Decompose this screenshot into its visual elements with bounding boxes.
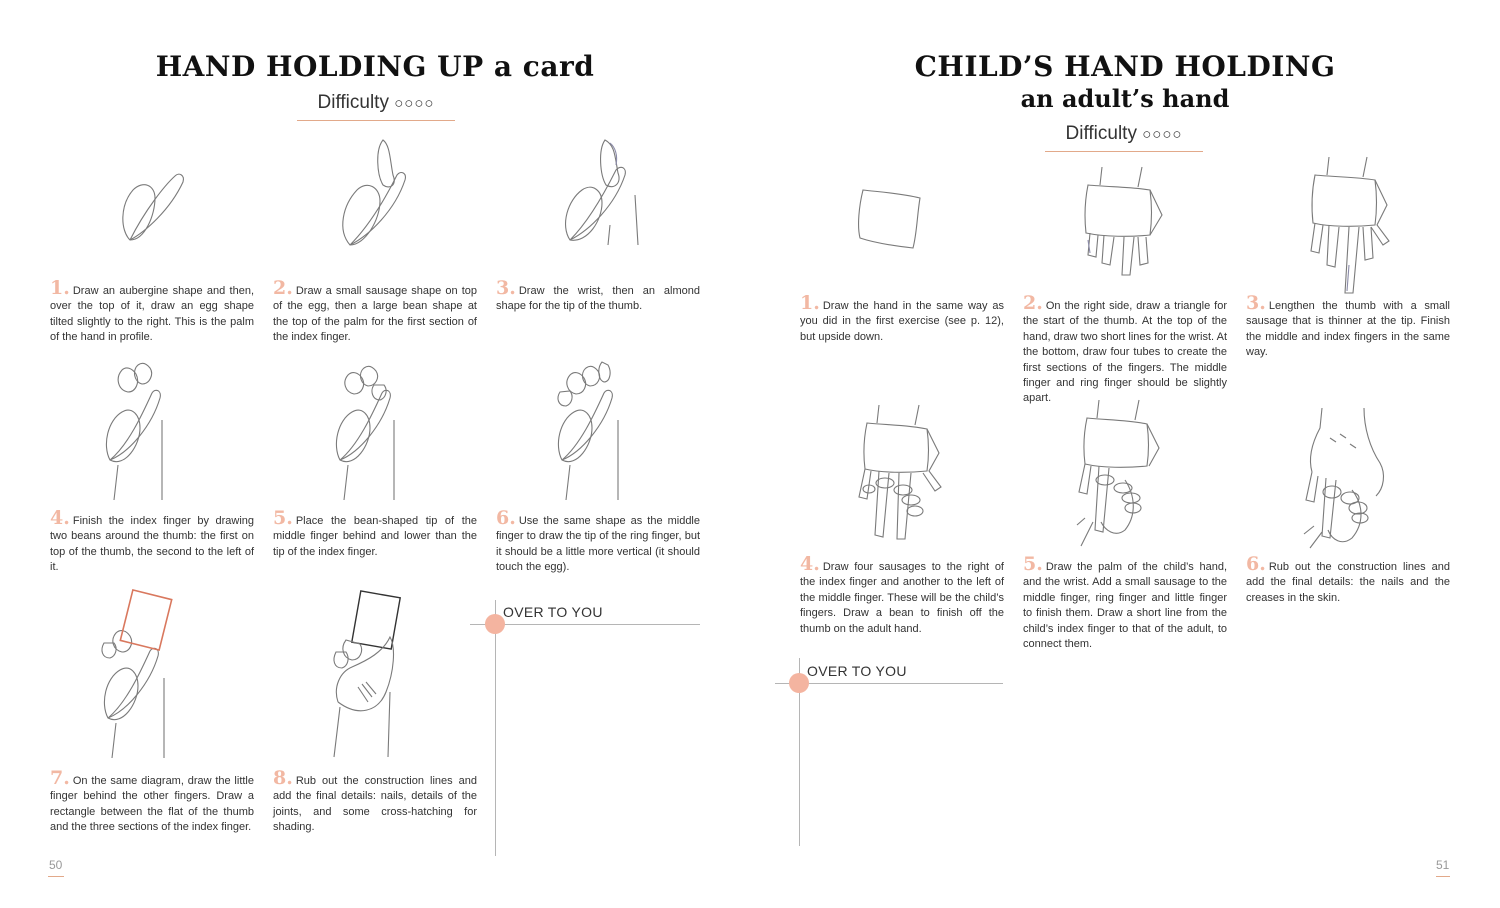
difficulty-rating: ○○○○ xyxy=(1142,126,1183,143)
left-over-to-you-vertical xyxy=(495,600,496,856)
left-step-7 xyxy=(50,767,254,836)
step-text: Draw the wrist, then an almond shape for the tip of the thumb. xyxy=(496,285,700,313)
right-page-number: 51 xyxy=(1436,858,1450,872)
right-over-to-you-dot xyxy=(789,673,809,693)
step-number: 2. xyxy=(273,277,293,299)
step-number: 7. xyxy=(50,767,70,789)
step-text: On the same diagram, draw the little finger behind the other fingers. Draw a rectangle between the flat of the thumb and the three sections of the index finger. xyxy=(50,775,254,834)
step-text: Place the bean-shaped tip of the middle finger behind and lower than the tip of the index finger. xyxy=(273,515,477,558)
step-text: Draw a small sausage shape on top of the egg, then a large bean shape at the top of the palm for the first section of the index finger. xyxy=(273,285,477,344)
left-over-to-you-dot xyxy=(485,614,505,634)
sketch-step-5 xyxy=(330,360,410,505)
sketch-child-step-1 xyxy=(855,188,925,253)
difficulty-label: Difficulty xyxy=(1065,123,1137,144)
sketch-child-step-4 xyxy=(855,405,950,545)
step-number: 3. xyxy=(1246,292,1266,314)
left-step-5 xyxy=(273,507,477,560)
right-over-to-you-rule xyxy=(775,683,1003,684)
left-step-4 xyxy=(50,507,254,576)
step-number: 6. xyxy=(496,507,516,529)
sketch-step-3 xyxy=(560,135,650,250)
left-page-number-rule xyxy=(48,876,64,877)
sketch-step-7 xyxy=(98,588,178,760)
step-number: 2. xyxy=(1023,292,1043,314)
sketch-step-6 xyxy=(552,360,632,505)
right-page-title-line1: CHILD’S HAND HOLDING xyxy=(914,50,1336,83)
step-text: Finish the index finger by drawing two beans around the thumb: the first on top of the thumb, the second to the left of it. xyxy=(50,515,254,574)
right-difficulty xyxy=(1045,123,1203,145)
left-difficulty xyxy=(297,92,455,114)
step-number: 1. xyxy=(800,292,820,314)
sketch-child-step-3 xyxy=(1305,155,1395,295)
right-step-2 xyxy=(1023,292,1227,407)
right-step-5 xyxy=(1023,553,1227,652)
step-number: 3. xyxy=(496,277,516,299)
sketch-step-1 xyxy=(115,170,195,250)
difficulty-label: Difficulty xyxy=(317,92,389,113)
step-text: Draw the hand in the same way as you did in the first exercise (see p. 12), but upside down. xyxy=(800,300,1004,343)
right-difficulty-rule xyxy=(1045,151,1203,152)
step-text: Draw an aubergine shape and then, over the top of it, draw an egg shape tilted slightly to the right. This is the palm of the hand in profile. xyxy=(50,285,254,344)
step-text: Draw four sausages to the right of the index finger and another to the left of the middle finger. These will be the child’s fingers. Draw a bean to finish off the thumb on the adult hand. xyxy=(800,561,1004,635)
step-text: On the right side, draw a triangle for the start of the thumb. At the top of the hand, draw two short lines for the wrist. At the bottom, draw four tubes to create the first sections of the fingers. The middle finger and ring finger should be slightly apart. xyxy=(1023,300,1227,405)
sketch-child-step-6 xyxy=(1300,408,1395,550)
left-step-6 xyxy=(496,507,700,576)
step-number: 5. xyxy=(273,507,293,529)
left-page-title: HAND HOLDING UP a card xyxy=(155,50,595,83)
left-step-2 xyxy=(273,277,477,346)
step-number: 6. xyxy=(1246,553,1266,575)
left-over-to-you: OVER TO YOU xyxy=(503,604,603,620)
left-step-1 xyxy=(50,277,254,346)
sketch-child-step-5 xyxy=(1075,400,1170,550)
difficulty-rating: ○○○○ xyxy=(394,95,435,112)
step-number: 8. xyxy=(273,767,293,789)
sketch-step-4 xyxy=(100,360,180,505)
step-number: 4. xyxy=(50,507,70,529)
right-step-1 xyxy=(800,292,1004,345)
sketch-child-step-2 xyxy=(1080,165,1170,280)
step-text: Use the same shape as the middle finger to draw the tip of the ring finger, but it should be a little more vertical (it should touch the egg). xyxy=(496,515,700,574)
left-step-8 xyxy=(273,767,477,836)
step-text: Rub out the construction lines and add the final details: the nails and the creases in the skin. xyxy=(1246,561,1450,604)
left-page-number: 50 xyxy=(49,858,63,872)
left-difficulty-rule xyxy=(297,120,455,121)
step-number: 4. xyxy=(800,553,820,575)
step-number: 5. xyxy=(1023,553,1043,575)
left-step-3 xyxy=(496,277,700,315)
step-text: Rub out the construction lines and add the final details: nails, details of the joints, and some cross-hatching for shading. xyxy=(273,775,477,834)
step-text: Draw the palm of the child’s hand, and the wrist. Add a small sausage to the middle finger, ring finger and little finger to finish them. Draw a short line from the child’s index finger to that of the adult, to connect them. xyxy=(1023,561,1227,651)
right-over-to-you: OVER TO YOU xyxy=(807,663,907,679)
sketch-step-8 xyxy=(328,592,408,762)
right-step-4 xyxy=(800,553,1004,637)
right-step-6 xyxy=(1246,553,1450,606)
right-page-number-rule xyxy=(1436,876,1450,877)
sketch-step-2 xyxy=(335,135,425,250)
step-text: Lengthen the thumb with a small sausage that is thinner at the tip. Finish the middle and index fingers in the same way. xyxy=(1246,300,1450,359)
right-page-title-line2: an adult’s hand xyxy=(1020,84,1230,113)
step-number: 1. xyxy=(50,277,70,299)
right-step-3 xyxy=(1246,292,1450,361)
